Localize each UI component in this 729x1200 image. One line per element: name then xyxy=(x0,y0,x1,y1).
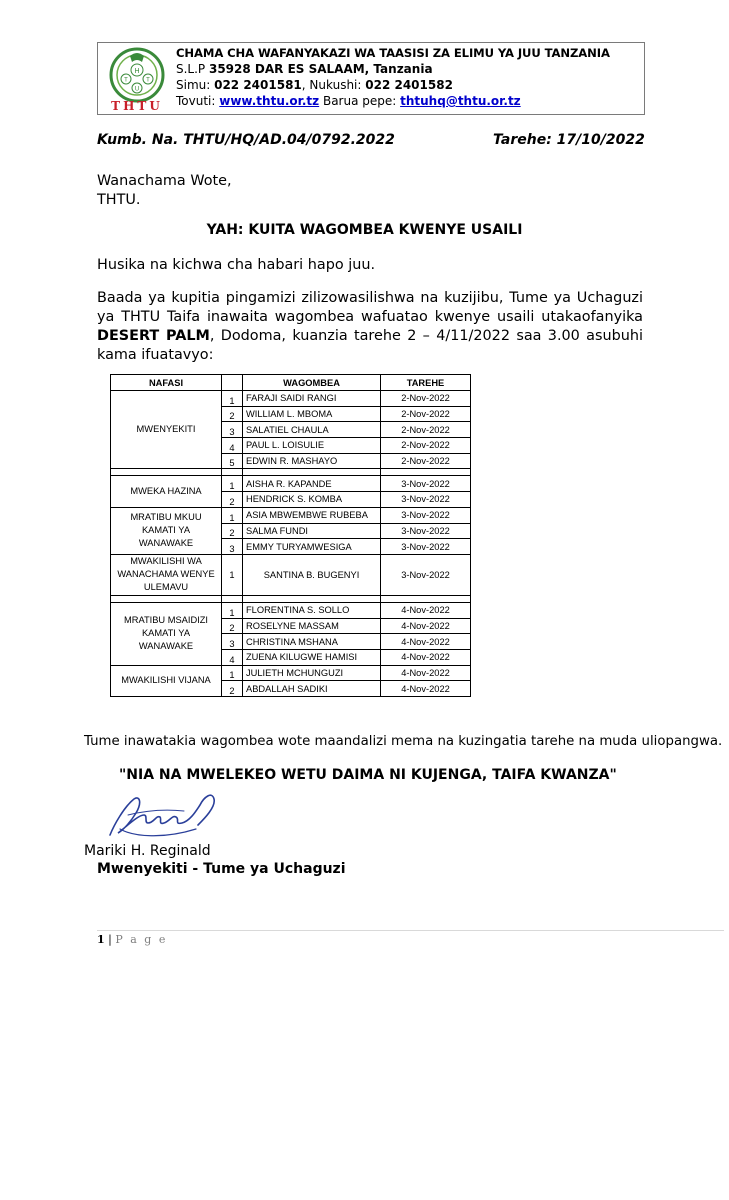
email-link[interactable]: thtuhq@thtu.or.tz xyxy=(400,94,521,108)
reference-number: Kumb. Na. THTU/HQ/AD.04/0792.2022 xyxy=(97,132,395,148)
position-cell: MWAKILISHI VIJANA xyxy=(111,665,222,696)
interview-date: 4-Nov-2022 xyxy=(381,665,471,681)
interview-date: 3-Nov-2022 xyxy=(381,539,471,555)
candidate-name: AISHA R. KAPANDE xyxy=(243,476,381,492)
phone-line: Simu: 022 2401581, Nukushi: 022 2401582 xyxy=(176,78,453,92)
position-cell: MRATIBU MKUU KAMATI YA WANAWAKE xyxy=(111,507,222,554)
interview-date: 2-Nov-2022 xyxy=(381,406,471,422)
table-row: MWAKILISHI VIJANA 1 JULIETH MCHUNGUZI 4-Nov-2022 xyxy=(111,665,471,681)
thtu-logo xyxy=(106,46,168,112)
interview-date: 3-Nov-2022 xyxy=(381,523,471,539)
table-spacer-row xyxy=(111,469,471,476)
salutation: Wanachama Wote, THTU. xyxy=(97,173,232,208)
phone-number: 022 2401581 xyxy=(214,78,302,92)
interview-date: 3-Nov-2022 xyxy=(381,507,471,523)
candidate-name: JULIETH MCHUNGUZI xyxy=(243,665,381,681)
table-row: MWAKILISHI WA WANACHAMA WENYE ULEMAVU 1 SANTINA B. BUGENYI 3-Nov-2022 xyxy=(111,554,471,595)
letter-date: Tarehe: 17/10/2022 xyxy=(493,132,645,148)
address-line: S.L.P 35928 DAR ES SALAAM, Tanzania xyxy=(176,62,433,76)
website-link[interactable]: www.thtu.or.tz xyxy=(219,94,320,108)
table-header-row xyxy=(111,375,471,391)
letterhead-text xyxy=(176,45,610,109)
table-row: 4 ZUENA KILUGWE HAMISI 4-Nov-2022 xyxy=(111,649,471,665)
table-row: 5 EDWIN R. MASHAYO 2-Nov-2022 xyxy=(111,453,471,469)
intro-line: Husika na kichwa cha habari hapo juu. xyxy=(97,257,376,273)
candidate-name: EMMY TURYAMWESIGA xyxy=(243,539,381,555)
interview-date: 2-Nov-2022 xyxy=(381,422,471,438)
table-row: 3 CHRISTINA MSHANA 4-Nov-2022 xyxy=(111,634,471,650)
table-row: 2 ROSELYNE MASSAM 4-Nov-2022 xyxy=(111,618,471,634)
header-wagombea: WAGOMBEA xyxy=(243,375,381,391)
svg-text:T: T xyxy=(146,77,150,84)
body-paragraph: Baada ya kupitia pingamizi zilizowasilishwa na kuzijibu, Tume ya Uchaguzi ya THTU Taifa inawaita wagombea wafuatao kwenye usaili utakaofanyika DESERT PALM, Dodoma, kuanzia tarehe 2 – 4/11/2022 saa 3.00 asubuhi kama ifuatavyo: xyxy=(97,290,643,363)
interview-date: 3-Nov-2022 xyxy=(381,492,471,508)
svg-text:H: H xyxy=(134,68,140,75)
signer-title: Mwenyekiti - Tume ya Uchaguzi xyxy=(97,861,346,877)
interview-date: 4-Nov-2022 xyxy=(381,649,471,665)
position-cell: MWEKA HAZINA xyxy=(111,476,222,507)
table-row: 3 EMMY TURYAMWESIGA 3-Nov-2022 xyxy=(111,539,471,555)
candidate-name: PAUL L. LOISULIE xyxy=(243,438,381,454)
interview-date: 4-Nov-2022 xyxy=(381,602,471,618)
interview-date: 4-Nov-2022 xyxy=(381,681,471,697)
table-row: 3 SALATIEL CHAULA 2-Nov-2022 xyxy=(111,422,471,438)
candidate-name: SANTINA B. BUGENYI xyxy=(243,554,381,595)
svg-text:T: T xyxy=(124,77,128,84)
footer-divider xyxy=(97,930,724,931)
candidate-name: HENDRICK S. KOMBA xyxy=(243,492,381,508)
interview-date: 3-Nov-2022 xyxy=(381,476,471,492)
candidate-name: ROSELYNE MASSAM xyxy=(243,618,381,634)
page-footer: 1 | P a g e xyxy=(97,933,168,946)
candidate-name: CHRISTINA MSHANA xyxy=(243,634,381,650)
table-row: MRATIBU MKUU KAMATI YA WANAWAKE 1 ASIA MBWEMBWE RUBEBA 3-Nov-2022 xyxy=(111,507,471,523)
interview-date: 4-Nov-2022 xyxy=(381,618,471,634)
candidates-table xyxy=(110,374,471,697)
signature-image xyxy=(104,785,222,843)
contact-line: Tovuti: www.thtu.or.tz Barua pepe: thtuhq@thtu.or.tz xyxy=(176,94,521,108)
candidate-name: FARAJI SAIDI RANGI xyxy=(243,391,381,407)
position-cell: MWAKILISHI WA WANACHAMA WENYE ULEMAVU xyxy=(111,554,222,595)
candidate-name: EDWIN R. MASHAYO xyxy=(243,453,381,469)
table-row: 2 SALMA FUNDI 3-Nov-2022 xyxy=(111,523,471,539)
interview-date: 2-Nov-2022 xyxy=(381,391,471,407)
table-row: 2 WILLIAM L. MBOMA 2-Nov-2022 xyxy=(111,406,471,422)
candidate-name: WILLIAM L. MBOMA xyxy=(243,406,381,422)
logo-wordmark: THTU xyxy=(111,99,163,112)
position-cell: MRATIBU MSAIDIZI KAMATI YA WANAWAKE xyxy=(111,602,222,665)
position-cell: MWENYEKITI xyxy=(111,391,222,469)
org-name: CHAMA CHA WAFANYAKAZI WA TAASISI ZA ELIMU YA JUU TANZANIA xyxy=(176,46,610,60)
table-row: 2 ABDALLAH SADIKI 4-Nov-2022 xyxy=(111,681,471,697)
signer-name: Mariki H. Reginald xyxy=(84,843,211,859)
candidate-name: SALATIEL CHAULA xyxy=(243,422,381,438)
page-number: 1 xyxy=(97,933,105,946)
table-row: MRATIBU MSAIDIZI KAMATI YA WANAWAKE 1 FLORENTINA S. SOLLO 4-Nov-2022 xyxy=(111,602,471,618)
closing-sentence: Tume inawatakia wagombea wote maandalizi mema na kuzingatia tarehe na muda uliopangwa. xyxy=(84,734,723,749)
interview-date: 4-Nov-2022 xyxy=(381,634,471,650)
venue: DESERT PALM xyxy=(97,328,210,344)
interview-date: 2-Nov-2022 xyxy=(381,438,471,454)
header-nafasi: NAFASI xyxy=(111,375,222,391)
table-row: MWENYEKITI 1 FARAJI SAIDI RANGI 2-Nov-2022 xyxy=(111,391,471,407)
subject-heading: YAH: KUITA WAGOMBEA KWENYE USAILI xyxy=(206,222,523,238)
interview-date: 2-Nov-2022 xyxy=(381,453,471,469)
table-row: 4 PAUL L. LOISULIE 2-Nov-2022 xyxy=(111,438,471,454)
motto: "NIA NA MWELEKEO WETU DAIMA NI KUJENGA, TAIFA KWANZA" xyxy=(119,767,617,783)
page-label: P a g e xyxy=(115,933,168,946)
candidate-name: SALMA FUNDI xyxy=(243,523,381,539)
table-row: MWEKA HAZINA 1 AISHA R. KAPANDE 3-Nov-2022 xyxy=(111,476,471,492)
candidate-name: ASIA MBWEMBWE RUBEBA xyxy=(243,507,381,523)
svg-text:U: U xyxy=(134,86,140,93)
table-row: 2 HENDRICK S. KOMBA 3-Nov-2022 xyxy=(111,492,471,508)
candidate-name: ABDALLAH SADIKI xyxy=(243,681,381,697)
table-spacer-row xyxy=(111,595,471,602)
interview-date: 3-Nov-2022 xyxy=(381,554,471,595)
fax-number: 022 2401582 xyxy=(365,78,453,92)
candidate-name: FLORENTINA S. SOLLO xyxy=(243,602,381,618)
letterhead xyxy=(97,42,645,115)
header-tarehe: TAREHE xyxy=(381,375,471,391)
header-number xyxy=(222,375,243,391)
candidate-name: ZUENA KILUGWE HAMISI xyxy=(243,649,381,665)
